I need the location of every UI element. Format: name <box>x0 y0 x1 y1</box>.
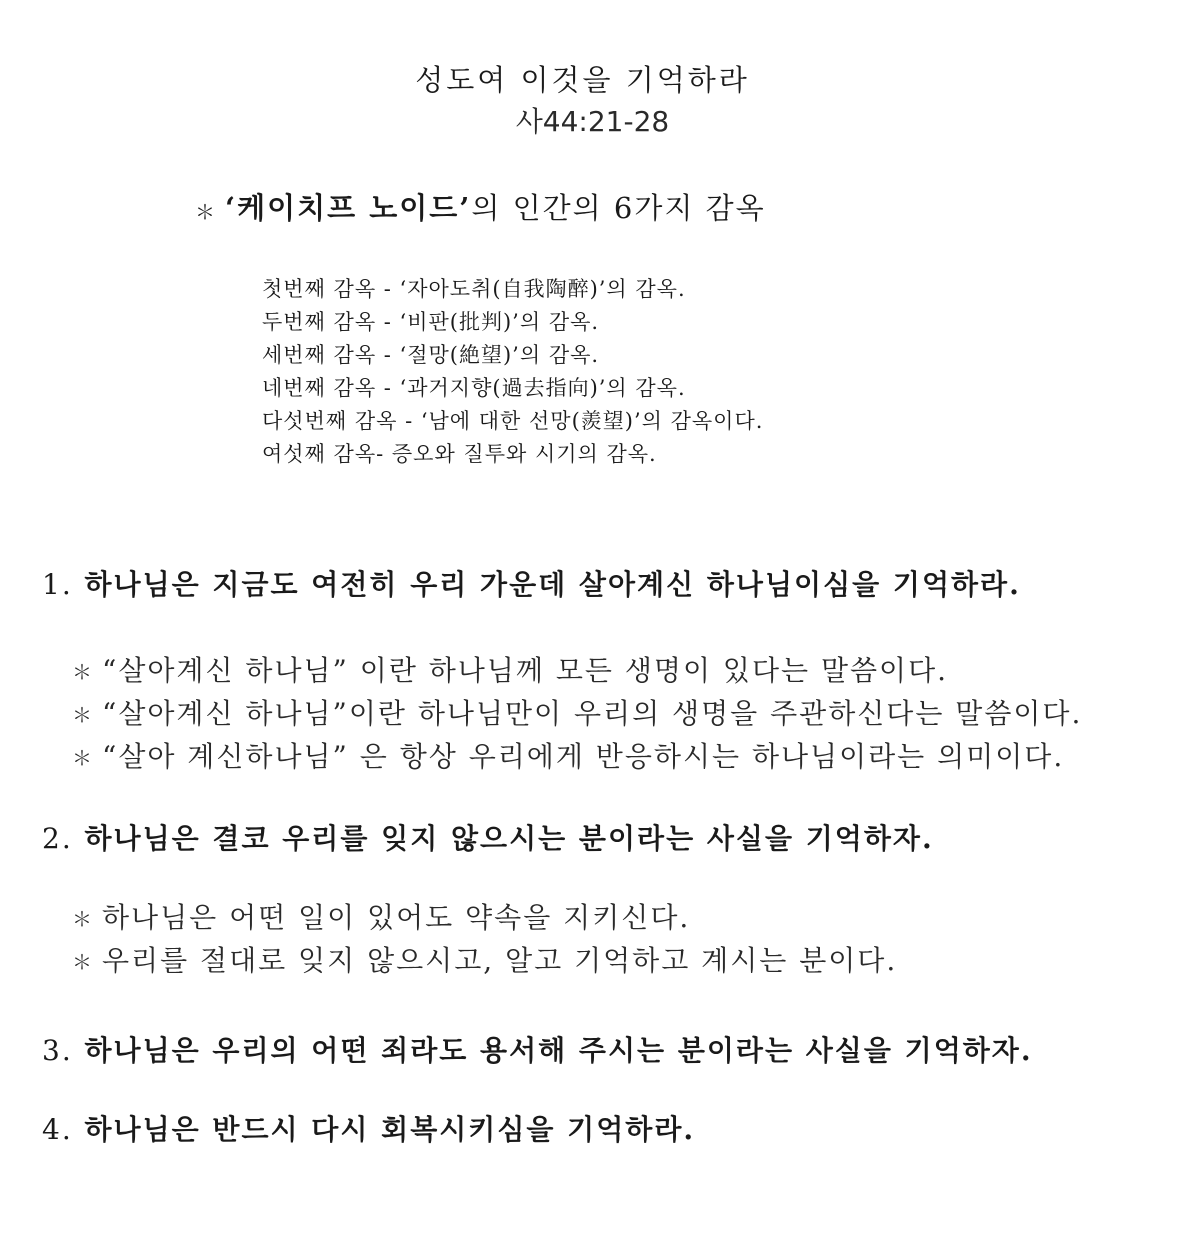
asterisk-marker: ＊ <box>72 907 94 931</box>
asterisk-marker: ＊ <box>72 660 94 684</box>
asterisk-marker: ＊ <box>195 199 217 224</box>
scripture-reference: 사44:21-28 <box>515 105 670 138</box>
point-1-notes <box>72 650 1082 779</box>
prison-list <box>262 273 763 471</box>
prison-item-4: 네번째 감옥 - ‘과거지향(過去指向)’의 감옥. <box>262 376 686 400</box>
prison-item-5: 다섯번째 감옥 - ‘남에 대한 선망(羨望)’의 감옥이다. <box>262 409 764 433</box>
point-text: 하나님은 우리의 어떤 죄라도 용서해 주시는 분이라는 사실을 기억하자. <box>84 1034 1033 1067</box>
point-3 <box>42 1029 1033 1069</box>
intro-rest: 의 인간의 6가지 감옥 <box>471 191 766 225</box>
prison-item-2: 두번째 감옥 - ‘비판(批判)’의 감옥. <box>262 310 600 334</box>
page-title: 성도여 이것을 기억하라 <box>415 63 750 97</box>
point-1 <box>42 563 1021 603</box>
point-2-notes <box>72 897 897 983</box>
point-text: 하나님은 반드시 다시 회복시키심을 기억하라. <box>84 1113 696 1146</box>
note-item: ＊ 하나님은 어떤 일이 있어도 약속을 지키신다. <box>72 897 897 940</box>
intro-line <box>195 186 766 227</box>
prison-item-1: 첫번째 감옥 - ‘자아도취(自我陶醉)’의 감옥. <box>262 277 686 301</box>
point-number: 1. <box>42 568 73 601</box>
prison-item-6: 여섯째 감옥- 증오와 질투와 시기의 감옥. <box>262 442 657 466</box>
point-2 <box>42 817 934 857</box>
asterisk-marker: ＊ <box>72 746 94 770</box>
point-number: 3. <box>42 1034 73 1067</box>
point-text: 하나님은 결코 우리를 잊지 않으시는 분이라는 사실을 기억하자. <box>84 822 934 855</box>
prison-item-3: 세번째 감옥 - ‘절망(絶望)’의 감옥. <box>262 343 600 367</box>
point-4 <box>42 1108 695 1148</box>
asterisk-marker: ＊ <box>72 703 94 727</box>
point-number: 4. <box>42 1113 73 1146</box>
asterisk-marker: ＊ <box>72 950 94 974</box>
note-item: ＊ “살아 계신하나님” 은 항상 우리에게 반응하시는 하나님이라는 의미이다. <box>72 736 1082 779</box>
note-item: ＊ “살아계신 하나님” 이란 하나님께 모든 생명이 있다는 말씀이다. <box>72 650 1082 693</box>
note-item: ＊ 우리를 절대로 잊지 않으시고, 알고 기억하고 계시는 분이다. <box>72 940 897 983</box>
point-number: 2. <box>42 822 73 855</box>
point-text: 하나님은 지금도 여전히 우리 가운데 살아계신 하나님이심을 기억하라. <box>84 568 1021 601</box>
note-item: ＊ “살아계신 하나님”이란 하나님만이 우리의 생명을 주관하신다는 말씀이다. <box>72 693 1082 736</box>
intro-name: ‘케이치프 노이드’ <box>225 191 472 225</box>
